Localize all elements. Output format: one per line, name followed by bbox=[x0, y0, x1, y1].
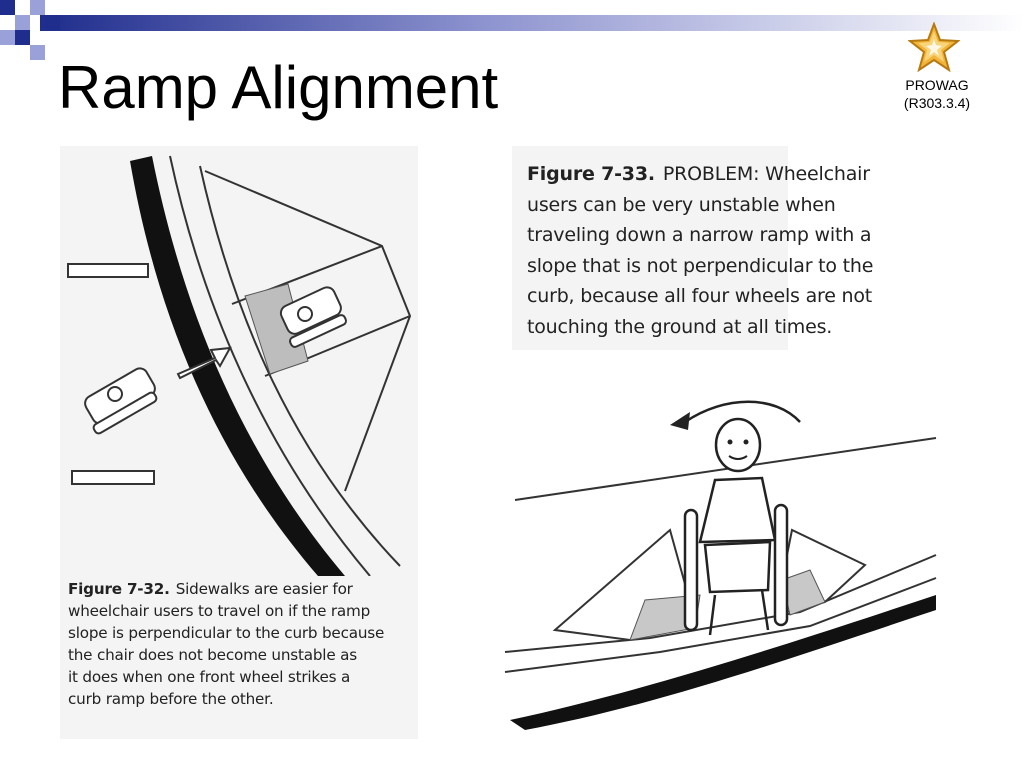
template-decoration bbox=[0, 0, 1024, 60]
perpendicular-ramp-illustration bbox=[60, 146, 418, 576]
caption-line: slope is perpendicular to the curb because bbox=[68, 624, 385, 642]
caption-line: touching the ground at all times. bbox=[527, 315, 833, 338]
caption-line: it does when one front wheel strikes a bbox=[68, 668, 351, 686]
caption-line: the chair does not become unstable as bbox=[68, 646, 357, 664]
star-icon bbox=[908, 22, 960, 72]
caption-line: wheelchair users to travel on if the ramp bbox=[68, 602, 371, 620]
prowag-reference bbox=[880, 76, 994, 112]
slide-title: Ramp Alignment bbox=[58, 54, 499, 121]
caption-line: curb ramp before the other. bbox=[68, 690, 274, 708]
figure-7-33-caption bbox=[527, 159, 947, 342]
badge-line2: (R303.3.4) bbox=[903, 95, 971, 111]
caption-line: Sidewalks are easier for bbox=[175, 580, 353, 598]
figure-7-32 bbox=[60, 146, 418, 739]
figure-number: Figure 7-33. bbox=[527, 163, 655, 185]
figure-7-33-caption-box bbox=[512, 146, 874, 350]
caption-line: PROBLEM: Wheelchair bbox=[662, 163, 870, 185]
caption-line: traveling down a narrow ramp with a bbox=[527, 224, 872, 246]
figure-number: Figure 7-32. bbox=[68, 580, 170, 598]
badge-line1: PROWAG bbox=[905, 77, 969, 93]
caption-line: curb, because all four wheels are not bbox=[527, 285, 873, 307]
caption-line: slope that is not perpendicular to the bbox=[527, 254, 874, 277]
figure-7-32-caption bbox=[68, 578, 416, 710]
unstable-wheelchair-illustration bbox=[500, 390, 945, 730]
caption-line: users can be very unstable when bbox=[527, 193, 836, 216]
